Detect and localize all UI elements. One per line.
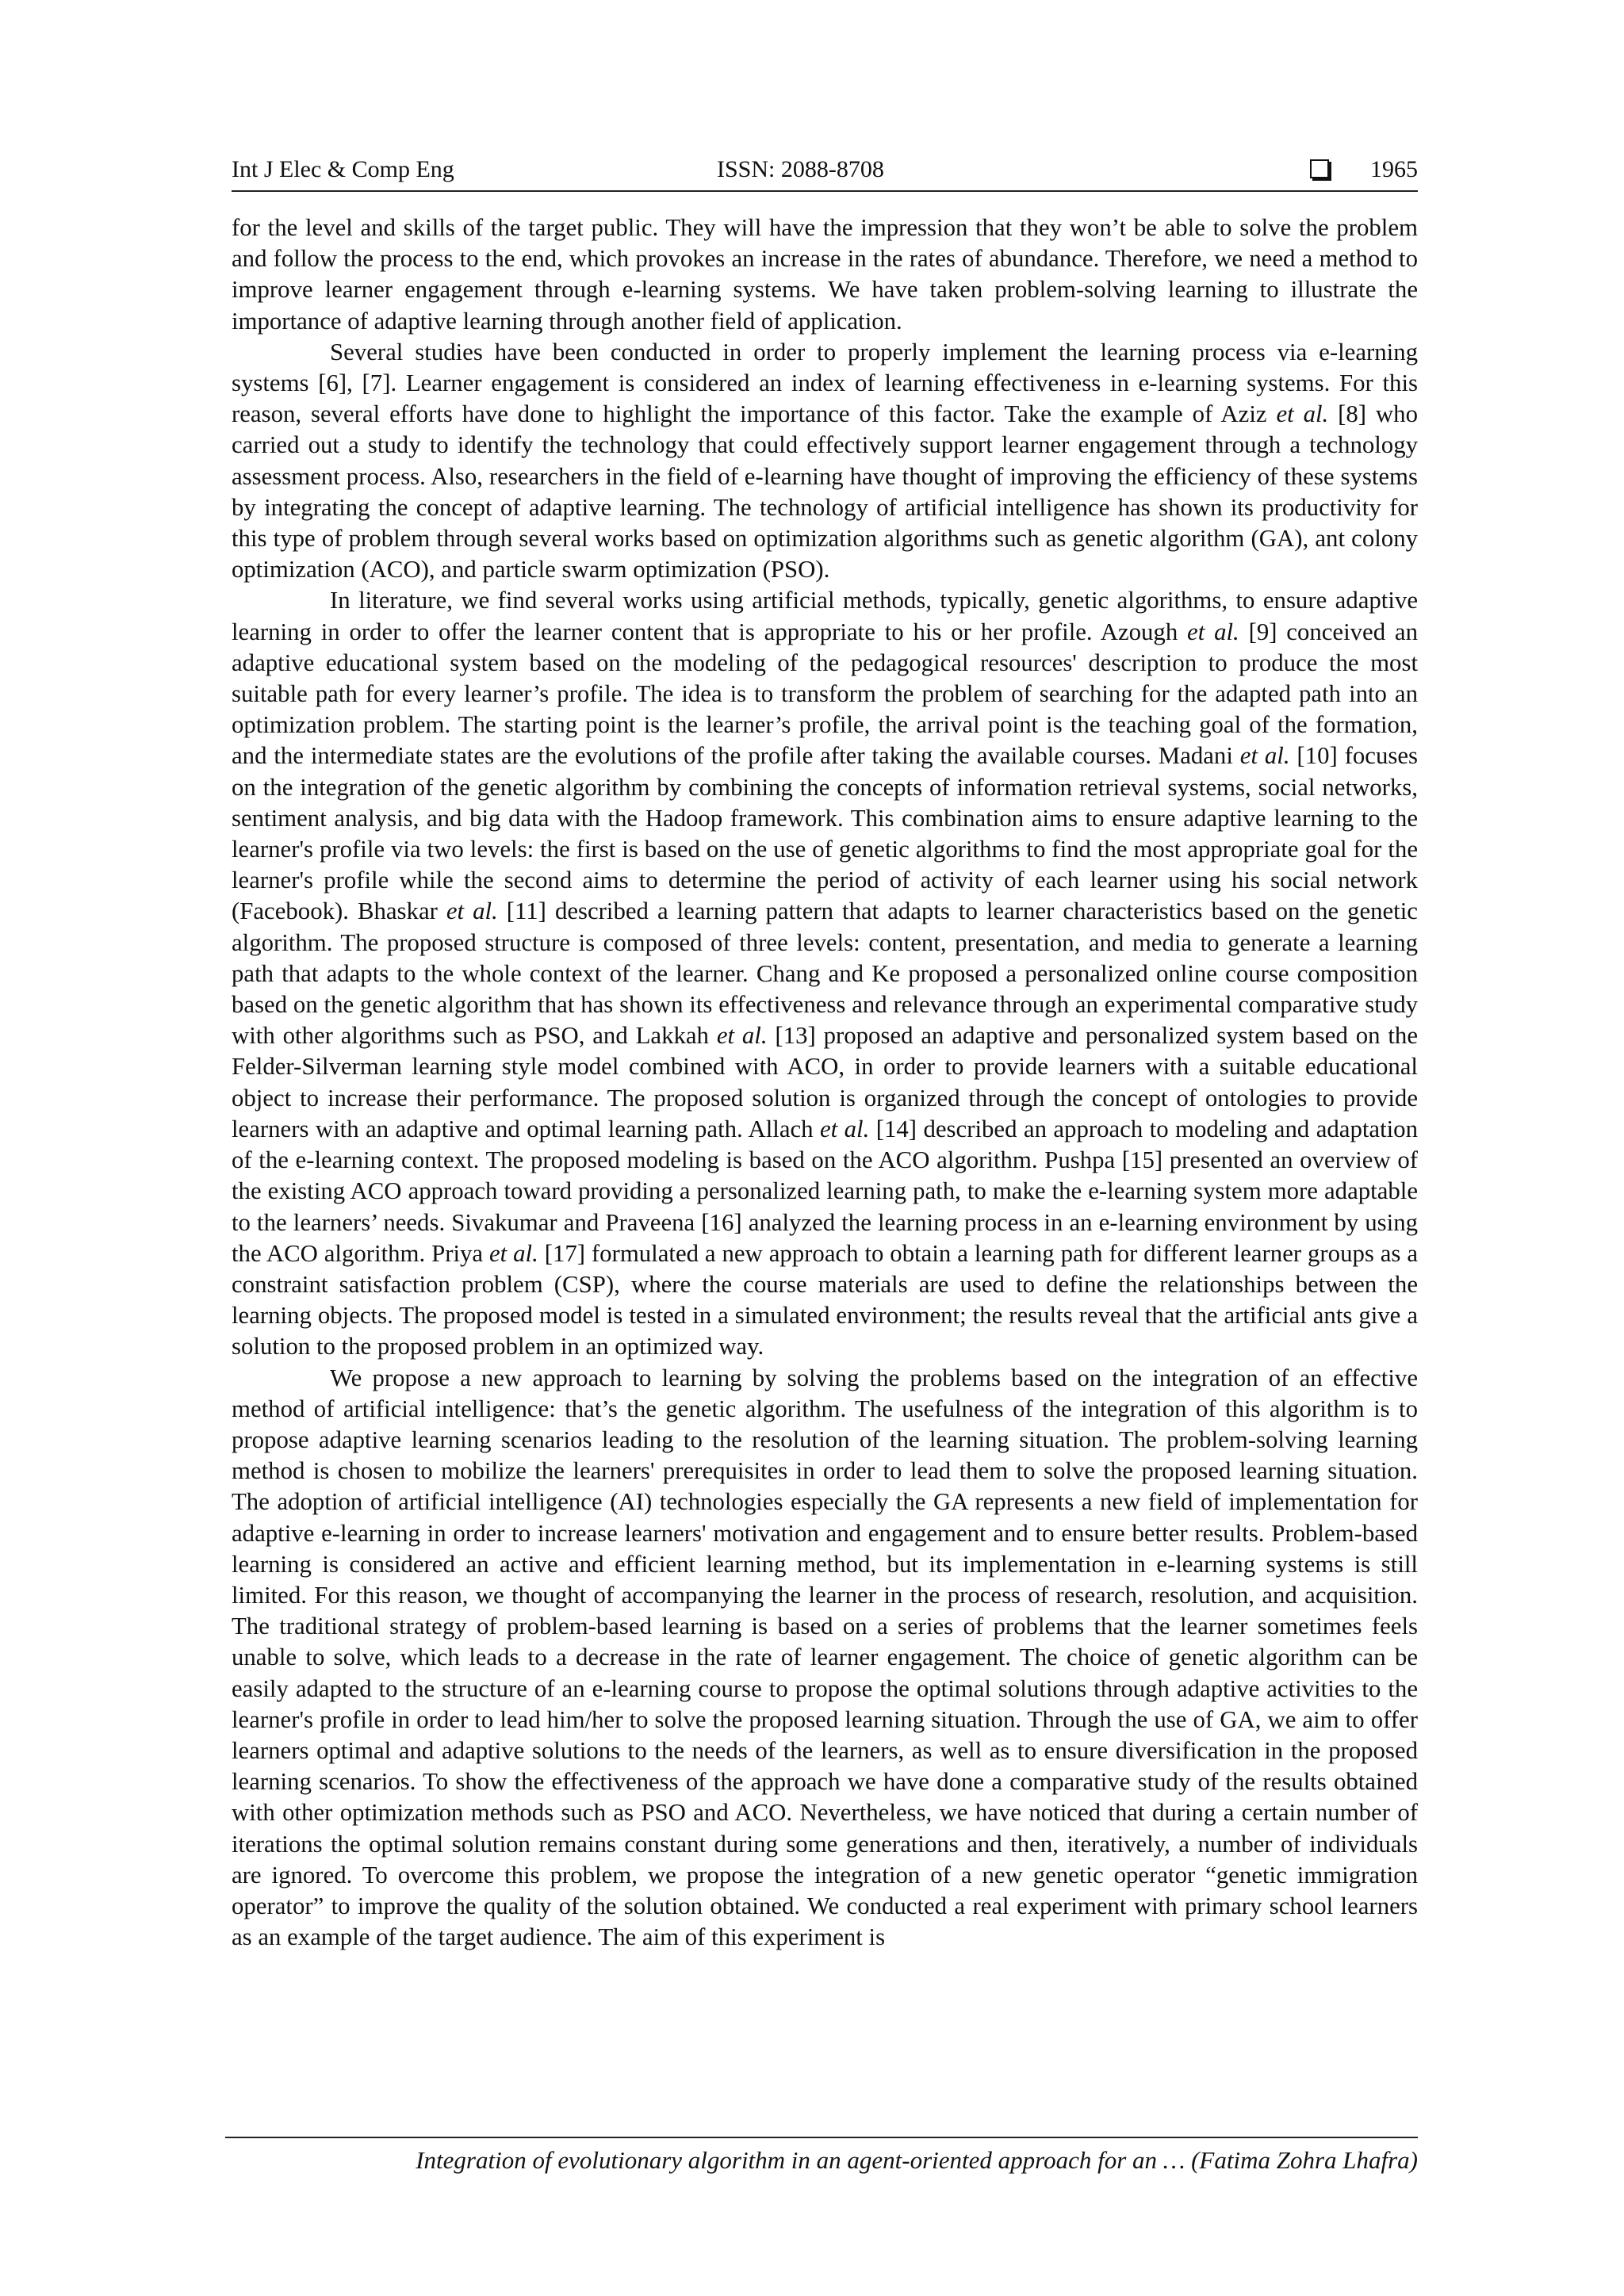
footer-divider [225, 2137, 1418, 2138]
paragraph-1 [232, 212, 1418, 337]
paragraph-text: [10] focuses on the integration of the genetic algorithm by combining the concepts of information retrieval systems, social networks, sentiment analysis, and big data with the Hadoop framework. This combination aims to ensure adaptive learning to the learner's profile via two levels: the first is based on the use of genetic algorithms to find the most appropriate goal for the learner's profile while the second aims to determine the period of activity of each learner using his social network (Facebook). Bhaskar [232, 742, 1418, 925]
paragraph-text: [13] proposed an adaptive and personalized system based on the Felder-Silverman learning style model combined with ACO, in order to provide learners with a suitable educational object to increase their performance. The proposed solution is organized through the concept of ontologies to provide learners with an adaptive and optimal learning path. Allach [232, 1022, 1418, 1142]
italic-citation-text: et al. [820, 1115, 870, 1142]
paragraph-2 [232, 337, 1418, 586]
running-footer: Integration of evolutionary algorithm in an agent-oriented approach for an … (Fatima Zohra Lhafra) [416, 2146, 1418, 2174]
journal-name: Int J Elec & Comp Eng [232, 156, 454, 182]
paragraph-text: Several studies have been conducted in order to properly implement the learning process via e-learning systems [6], [7]. Learner engagement is considered an index of learning effectiveness in e-learning systems. For this reason, several efforts have done to highlight the importance of this factor. Take the example of Aziz [232, 338, 1418, 428]
italic-citation-text: et al. [1187, 618, 1239, 645]
paragraph-text: [8] who carried out a study to identify the technology that could effectively support learner engagement through a technology assessment process. Also, researchers in the field of e-learning have thought of improving the efficiency of these systems by integrating the concept of adaptive learning. The technology of artificial intelligence has shown its productivity for this type of problem through several works based on optimization algorithms such as genetic algorithm (GA), ant colony optimization (ACO), and particle swarm optimization (PSO). [232, 400, 1418, 584]
italic-citation-text: et al. [716, 1022, 768, 1050]
italic-citation-text: et al. [1239, 742, 1290, 770]
page-header [232, 155, 1418, 192]
issn-label: ISSN: 2088-8708 [717, 156, 884, 182]
square-bullet-icon [1310, 159, 1329, 178]
italic-citation-text: et al. [489, 1239, 538, 1267]
article-body [232, 212, 1418, 1953]
paragraph-text: We propose a new approach to learning by solving the problems based on the integration of an effective method of artificial intelligence: that’s the genetic algorithm. The usefulness of the integration of this algorithm is to propose adaptive learning scenarios leading to the resolution of the learning situation. The problem-solving learning method is chosen to mobilize the learners' prerequisites in order to lead them to solve the proposed learning situation. The adoption of artificial intelligence (AI) technologies especially the GA represents a new field of implementation for adaptive e-learning in order to increase learners' motivation and engagement and to ensure better results. Problem-based learning is considered an active and efficient learning method, but its implementation in e-learning systems is still limited. For this reason, we thought of accompanying the learner in the process of research, resolution, and acquisition. The traditional strategy of problem-based learning is based on a series of problems that the learner sometimes feels unable to solve, which leads to a decrease in the rate of learner engagement. The choice of genetic algorithm can be easily adapted to the structure of an e-learning course to propose the optimal solutions through adaptive activities to the learner's profile in order to lead him/her to solve the proposed learning situation. Through the use of GA, we aim to offer learners optimal and adaptive solutions to the needs of the learners, as well as to ensure diversification in the proposed learning scenarios. To show the effectiveness of the approach we have done a comparative study of the results obtained with other optimization methods such as PSO and ACO. Nevertheless, we have noticed that during a certain number of iterations the optimal solution remains constant during some generations and then, iteratively, a number of individuals are ignored. To overcome this problem, we propose the integration of a new genetic operator “genetic immigration operator” to improve the quality of the solution obtained. We conducted a real experiment with primary school learners as an example of the target audience. The aim of this experiment is [232, 1364, 1418, 1951]
paragraph-text: In literature, we find several works using artificial methods, typically, genetic algorithms, to ensure adaptive learning in order to offer the learner content that is appropriate to his or her profile. Azough [232, 587, 1418, 645]
paragraph-3 [232, 585, 1418, 1362]
italic-citation-text: et al. [446, 897, 498, 925]
page-number: 1965 [1370, 156, 1418, 182]
paragraph-text: [11] described a learning pattern that adapts to learner characteristics based on the genetic algorithm. The proposed structure is composed of three levels: content, presentation, and media to generate a learning path that adapts to the whole context of the learner. Chang and Ke proposed a personalized online course composition based on the genetic algorithm that has shown its effectiveness and relevance through an experimental comparative study with other algorithms such as PSO, and Lakkah [232, 897, 1418, 1050]
paragraph-text: [17] formulated a new approach to obtain a learning path for different learner groups as a constraint satisfaction problem (CSP), where the course materials are used to define the relationships between the learning objects. The proposed model is tested in a simulated environment; the results reveal that the artificial ants give a solution to the proposed problem in an optimized way. [232, 1239, 1418, 1360]
paragraph-text: [9] conceived an adaptive educational system based on the modeling of the pedagogical resources' description to produce the most suitable path for every learner’s profile. The idea is to transform the problem of searching for the adapted path into an optimization problem. The starting point is the learner’s profile, the arrival point is the teaching goal of the formation, and the intermediate states are the evolutions of the profile after taking the available courses. Madani [232, 618, 1418, 770]
paragraph-text: for the level and skills of the target public. They will have the impression that they won’t be able to solve the problem and follow the process to the end, which provokes an increase in the rates of abundance. Therefore, we need a method to improve learner engagement through e-learning systems. We have taken problem-solving learning to illustrate the importance of adaptive learning through another field of application. [232, 214, 1418, 335]
paragraph-text: [14] described an approach to modeling and adaptation of the e-learning context. The proposed modeling is based on the ACO algorithm. Pushpa [15] presented an overview of the existing ACO approach toward providing a personalized learning path, to make the e-learning system more adaptable to the learners’ needs. Sivakumar and Praveena [16] analyzed the learning process in an e-learning environment by using the ACO algorithm. Priya [232, 1115, 1418, 1267]
italic-citation-text: et al. [1276, 400, 1329, 428]
paragraph-4 [232, 1363, 1418, 1954]
